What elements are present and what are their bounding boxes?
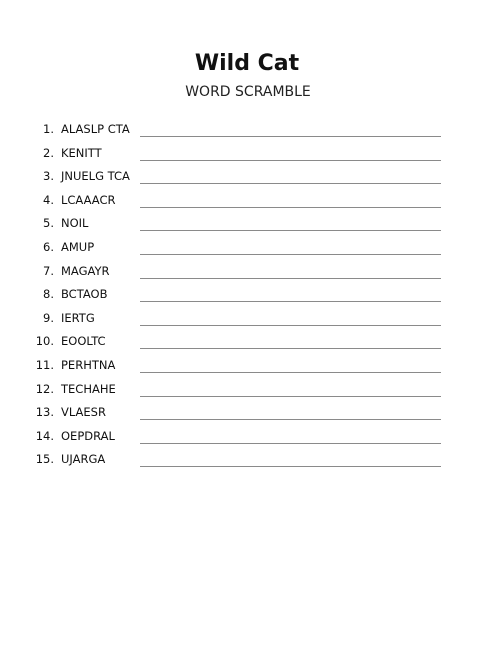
scrambled-word: IERTG bbox=[61, 310, 95, 325]
scrambled-word: PERHTNA bbox=[61, 357, 116, 372]
scramble-row bbox=[0, 402, 500, 426]
scramble-row bbox=[0, 331, 500, 355]
scramble-row bbox=[0, 284, 500, 308]
item-number: 11. bbox=[35, 357, 54, 372]
answer-line bbox=[140, 372, 441, 373]
scrambled-word: OEPDRAL bbox=[61, 428, 115, 443]
scrambled-word: JNUELG TCA bbox=[61, 169, 130, 184]
item-number: 7. bbox=[43, 263, 54, 278]
item-number: 9. bbox=[43, 310, 54, 325]
scramble-row bbox=[0, 143, 500, 167]
item-number: 12. bbox=[35, 381, 54, 396]
scramble-row bbox=[0, 449, 500, 473]
answer-line bbox=[140, 207, 441, 208]
answer-line bbox=[140, 160, 441, 161]
scramble-row bbox=[0, 355, 500, 379]
worksheet-title: Wild Cat bbox=[194, 51, 300, 76]
scrambled-word: KENITT bbox=[61, 145, 102, 160]
answer-line bbox=[140, 325, 441, 326]
worksheet-subtitle: WORD SCRAMBLE bbox=[185, 84, 311, 100]
scrambled-word: UJARGA bbox=[61, 452, 106, 467]
scramble-row bbox=[0, 379, 500, 403]
scrambled-word: NOIL bbox=[61, 216, 89, 231]
item-number: 5. bbox=[43, 216, 54, 231]
item-number: 15. bbox=[35, 452, 54, 467]
scramble-row bbox=[0, 426, 500, 450]
answer-line bbox=[140, 301, 441, 302]
item-number: 14. bbox=[35, 428, 54, 443]
scrambled-word: VLAESR bbox=[61, 405, 106, 420]
item-number: 1. bbox=[43, 122, 54, 136]
scramble-row bbox=[0, 237, 500, 261]
answer-line bbox=[140, 419, 441, 420]
scrambled-word: AMUP bbox=[61, 239, 95, 254]
item-number: 10. bbox=[35, 334, 54, 349]
answer-line bbox=[140, 230, 441, 231]
scramble-row bbox=[0, 213, 500, 237]
scrambled-word: EOOLTC bbox=[61, 334, 106, 349]
answer-line bbox=[140, 254, 441, 255]
answer-line bbox=[140, 183, 441, 184]
item-number: 8. bbox=[43, 287, 54, 302]
item-number: 2. bbox=[43, 145, 54, 160]
scramble-row bbox=[0, 190, 500, 214]
item-number: 4. bbox=[43, 192, 54, 207]
item-number: 6. bbox=[43, 239, 54, 254]
scramble-row bbox=[0, 261, 500, 285]
item-number: 3. bbox=[43, 169, 54, 184]
answer-line bbox=[140, 278, 441, 279]
scrambled-word: ALASLP CTA bbox=[61, 122, 130, 136]
answer-line bbox=[140, 466, 441, 467]
answer-line bbox=[140, 396, 441, 397]
scrambled-word: TECHAHE bbox=[61, 381, 116, 396]
scramble-row bbox=[0, 166, 500, 190]
answer-line bbox=[140, 136, 441, 137]
scramble-row bbox=[0, 308, 500, 332]
scrambled-word: MAGAYR bbox=[61, 263, 110, 278]
scramble-list bbox=[0, 119, 500, 473]
scramble-row bbox=[0, 119, 500, 143]
answer-line bbox=[140, 443, 441, 444]
scrambled-word: LCAAACR bbox=[61, 192, 116, 207]
answer-line bbox=[140, 348, 441, 349]
item-number: 13. bbox=[35, 405, 54, 420]
scrambled-word: BCTAOB bbox=[61, 287, 108, 302]
